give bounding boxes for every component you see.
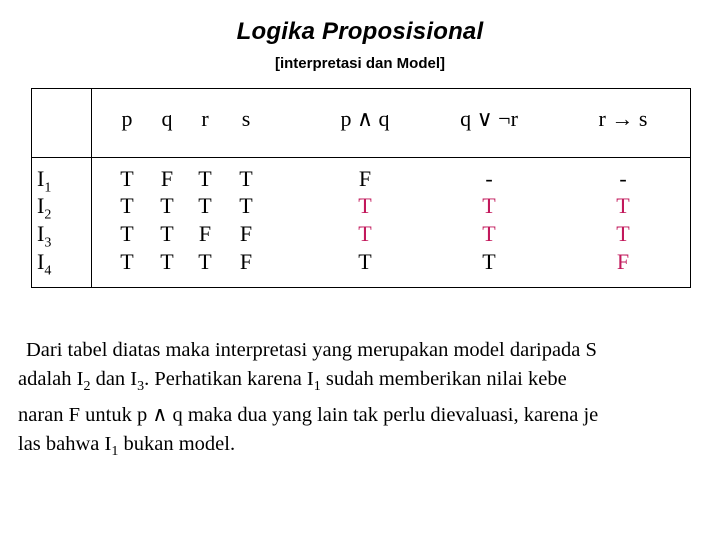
table-cell: T	[358, 221, 372, 246]
column-header: p ∧ q	[340, 106, 390, 131]
column-header: s	[241, 106, 251, 131]
row-label: $I_3$	[37, 221, 52, 251]
table-cell: T	[120, 166, 134, 191]
table-cell: T	[616, 193, 630, 218]
table-cell: F	[160, 166, 174, 191]
table-cell: T	[358, 249, 372, 274]
column-header: q	[161, 106, 173, 131]
table-label-divider	[91, 88, 92, 288]
table-cell: T	[482, 221, 496, 246]
table-cell: F	[616, 249, 630, 274]
column-header: r → s	[598, 106, 648, 131]
slide-title: Logika Proposisional	[236, 18, 484, 45]
column-header: p	[121, 106, 133, 131]
table-cell: T	[358, 193, 372, 218]
table-cell: -	[619, 166, 627, 191]
table-cell: T	[239, 166, 253, 191]
table-cell: T	[160, 221, 174, 246]
table-cell: T	[120, 193, 134, 218]
paragraph-line: naran F untuk p ∧ q maka dua yang lain tak perlu dievaluasi, karena je	[18, 404, 599, 427]
explanation-paragraph	[18, 336, 708, 466]
paragraph-line: las bahwa $I_1$ bukan model.	[18, 433, 236, 460]
paragraph-line: Dari tabel diatas maka interpretasi yang merupakan model daripada S	[26, 339, 597, 361]
slide-subtitle: [interpretasi dan Model]	[274, 55, 446, 72]
column-header: r	[201, 106, 209, 131]
table-cell: T	[120, 221, 134, 246]
table-cell: T	[239, 193, 253, 218]
table-cell: -	[485, 166, 493, 191]
table-cell: T	[482, 249, 496, 274]
row-label: $I_1$	[37, 166, 52, 196]
table-cell: T	[198, 193, 212, 218]
table-cell: T	[198, 166, 212, 191]
table-cell: F	[198, 221, 212, 246]
column-header: q ∨ ¬r	[460, 106, 518, 131]
table-cell: T	[160, 193, 174, 218]
table-cell: T	[616, 221, 630, 246]
row-label: $I_4$	[37, 249, 52, 279]
table-cell: T	[160, 249, 174, 274]
table-cell: T	[482, 193, 496, 218]
paragraph-line: adalah $I_2$ dan $I_3$. Perhatikan karena $I_1$ sudah memberikan nilai kebe	[18, 368, 567, 395]
table-cell: F	[239, 249, 253, 274]
table-cell: F	[358, 166, 372, 191]
table-cell: T	[120, 249, 134, 274]
table-cell: T	[198, 249, 212, 274]
row-label: $I_2$	[37, 193, 52, 223]
table-header-divider	[31, 157, 691, 158]
table-cell: F	[239, 221, 253, 246]
